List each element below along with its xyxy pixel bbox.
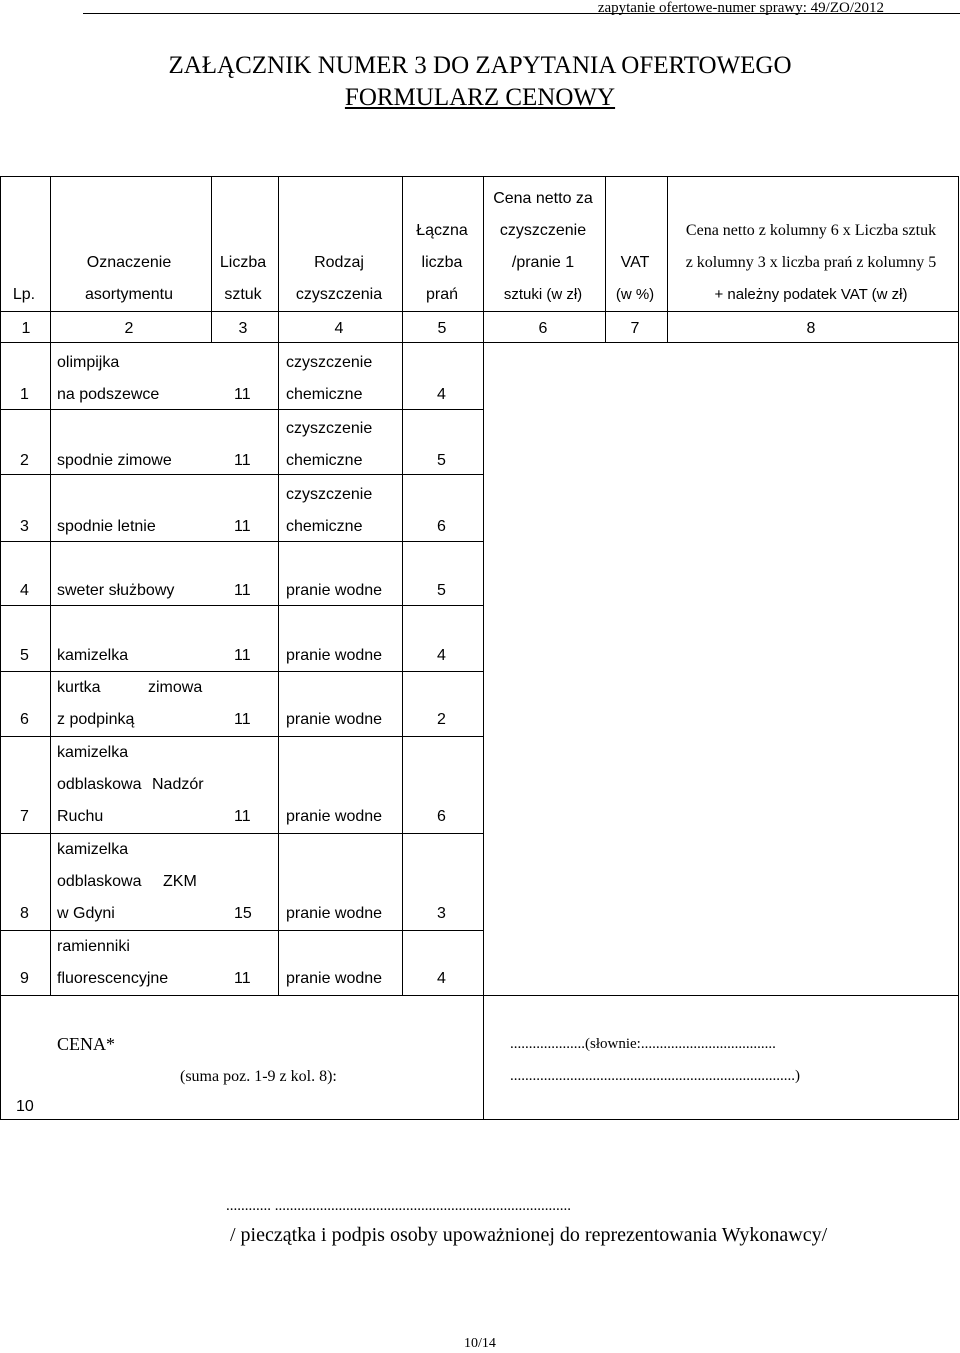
row1-type-2: chemiczne: [286, 386, 363, 403]
row7-qty: 11: [234, 808, 251, 825]
table-rule-row1: [1, 409, 483, 410]
header-oznaczenie-2: asortymentu: [84, 286, 174, 303]
row9-name-1: ramienniki: [57, 938, 130, 955]
header-vat-2: (w %): [615, 286, 655, 303]
row5-type-1: pranie wodne: [286, 647, 383, 664]
total-label: CENA*: [57, 1034, 115, 1054]
row3-type-1: czyszczenie: [286, 486, 373, 503]
row7-name-4: Ruchu: [57, 808, 104, 825]
row1-lp: 1: [20, 386, 29, 403]
row2-washes: 5: [437, 452, 446, 469]
row7-washes: 6: [437, 808, 446, 825]
header-laczna-1: Łączna: [416, 222, 468, 239]
header-rodzaj-2: czyszczenia: [295, 286, 383, 303]
row1-name-2: na podszewce: [57, 386, 160, 403]
table-rule-row4: [1, 605, 483, 606]
page-subtitle: FORMULARZ CENOWY: [344, 84, 616, 111]
row7-name-1: kamizelka: [57, 744, 129, 761]
row1-type-1: czyszczenie: [286, 354, 373, 371]
row7-name-3: Nadzór: [152, 776, 204, 793]
row3-washes: 6: [437, 518, 446, 535]
row9-type-1: pranie wodne: [286, 970, 383, 987]
row1-washes: 4: [437, 386, 446, 403]
row5-name-1: kamizelka: [57, 647, 129, 664]
row4-type-1: pranie wodne: [286, 582, 383, 599]
table-col-divider-1: [50, 177, 51, 995]
row8-washes: 3: [437, 905, 446, 922]
signature-line: ............ ...............................................................................: [226, 1198, 571, 1214]
signature-caption: / pieczątka i podpis osoby upoważnionej do reprezentowania Wykonawcy/: [230, 1224, 828, 1246]
row2-qty: 11: [234, 452, 251, 469]
row6-name-2: zimowa: [148, 679, 203, 696]
table-col-divider-7: [667, 177, 668, 342]
row8-name-3: ZKM: [163, 873, 197, 890]
total-words-line-2: ............................................................................): [510, 1068, 800, 1084]
col-number-8: 8: [806, 320, 816, 337]
header-vat-1: VAT: [620, 254, 650, 271]
row3-lp: 3: [20, 518, 29, 535]
header-cena-3: /pranie 1: [511, 254, 575, 271]
header-lp: Lp.: [12, 286, 36, 303]
row2-lp: 2: [20, 452, 29, 469]
row5-qty: 11: [234, 647, 251, 664]
row6-lp: 6: [20, 711, 29, 728]
page-number: 10/14: [464, 1336, 496, 1351]
table-rule-row8: [1, 930, 483, 931]
row8-name-1: kamizelka: [57, 841, 129, 858]
table-col-divider-5: [483, 177, 484, 1119]
header-cena-kol-1: Cena netto z kolumny 6 x Liczba sztuk: [685, 222, 937, 239]
row2-type-1: czyszczenie: [286, 420, 373, 437]
row6-name-1: kurtka: [57, 679, 101, 696]
row3-qty: 11: [234, 518, 251, 535]
table-col-divider-3: [278, 177, 279, 995]
row9-name-2: fluorescencyjne: [57, 970, 169, 987]
row4-washes: 5: [437, 582, 446, 599]
row3-name-1: spodnie letnie: [57, 518, 156, 535]
header-liczba-2: sztuk: [224, 286, 262, 303]
total-lp: 10: [16, 1098, 34, 1115]
row1-name-1: olimpijka: [57, 354, 120, 371]
row8-name-4: w Gdyni: [57, 905, 115, 922]
row2-type-2: chemiczne: [286, 452, 363, 469]
table-col-divider-6: [605, 177, 606, 342]
row5-lp: 5: [20, 647, 29, 664]
row7-name-2: odblaskowa: [57, 776, 142, 793]
row9-lp: 9: [20, 970, 29, 987]
row7-lp: 7: [20, 808, 29, 825]
col-number-2: 2: [124, 320, 134, 337]
table-rule-row5: [1, 671, 483, 672]
row9-washes: 4: [437, 970, 446, 987]
table-col-divider-2: [211, 177, 212, 342]
header-rodzaj-1: Rodzaj: [314, 254, 364, 271]
total-sum-note: (suma poz. 1-9 z kol. 8):: [180, 1068, 337, 1085]
col-number-6: 6: [538, 320, 548, 337]
row4-qty: 11: [234, 582, 251, 599]
row4-name-1: sweter służbowy: [57, 582, 175, 599]
row8-name-2: odblaskowa: [57, 873, 142, 890]
table-rule-header: [1, 311, 958, 312]
table-rule-colnums: [1, 342, 958, 343]
row7-type-1: pranie wodne: [286, 808, 383, 825]
row1-qty: 11: [234, 386, 251, 403]
col-number-5: 5: [437, 320, 447, 337]
table-rule-row3: [1, 541, 483, 542]
total-words-line-1: ....................(słownie:....................................: [510, 1036, 776, 1052]
col-number-4: 4: [334, 320, 344, 337]
header-laczna-2: liczba: [421, 254, 463, 271]
row3-type-2: chemiczne: [286, 518, 363, 535]
table-rule-row7: [1, 833, 483, 834]
col-number-1: 1: [21, 320, 31, 337]
table-rule-row6: [1, 736, 483, 737]
row4-lp: 4: [20, 582, 29, 599]
table-rule-row9: [1, 995, 958, 996]
header-cena-4: sztuki (w zł): [503, 286, 583, 303]
row9-qty: 11: [234, 970, 251, 987]
table-rule-row2: [1, 474, 483, 475]
row2-name-1: spodnie zimowe: [57, 452, 172, 469]
col-number-7: 7: [630, 320, 640, 337]
header-liczba-1: Liczba: [219, 254, 267, 271]
row5-washes: 4: [437, 647, 446, 664]
row6-washes: 2: [437, 711, 446, 728]
row8-qty: 15: [234, 905, 252, 922]
header-cena-kol-2: z kolumny 3 x liczba prań z kolumny 5: [685, 254, 937, 271]
col-number-3: 3: [238, 320, 248, 337]
row6-type-1: pranie wodne: [286, 711, 383, 728]
page-title: ZAŁĄCZNIK NUMER 3 DO ZAPYTANIA OFERTOWEGO: [168, 52, 792, 79]
row8-type-1: pranie wodne: [286, 905, 383, 922]
header-cena-kol-3: + należny podatek VAT (w zł): [714, 286, 908, 303]
row8-lp: 8: [20, 905, 29, 922]
row6-qty: 11: [234, 711, 251, 728]
header-case-number: zapytanie ofertowe-numer sprawy: 49/ZO/2012: [597, 0, 884, 16]
header-laczna-3: prań: [425, 286, 459, 303]
header-oznaczenie-1: Oznaczenie: [86, 254, 172, 271]
header-cena-2: czyszczenie: [499, 222, 587, 239]
table-col-divider-4: [402, 177, 403, 995]
row6-name-3: z podpinką: [57, 711, 135, 728]
header-cena-1: Cena netto za: [493, 190, 593, 207]
